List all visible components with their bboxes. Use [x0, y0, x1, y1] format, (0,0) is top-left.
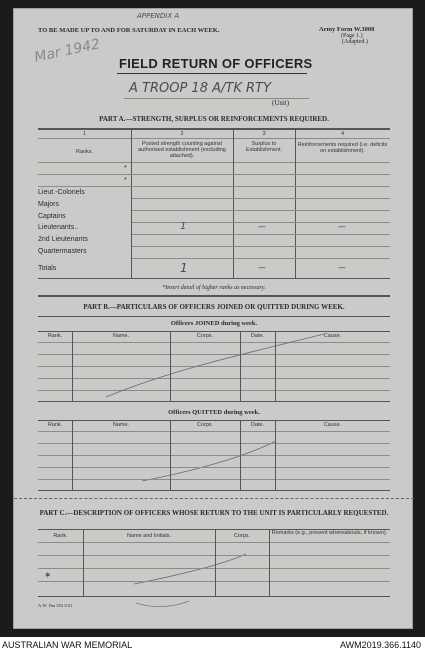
- col-number-1: 1: [82, 131, 87, 137]
- part-c-header-line: [38, 542, 390, 543]
- quitted-row-line: [38, 479, 390, 480]
- part-c-row-line: [38, 568, 390, 569]
- col-header-posted: Posted strength counting against authorised establishment (excluding attached).: [138, 141, 226, 159]
- pencil-mark: [136, 601, 189, 607]
- col-header-ranks: Ranks.: [75, 149, 94, 155]
- quitted-header-line: [38, 431, 390, 432]
- rank-totals: Totals: [38, 265, 57, 272]
- part-c-col-name: Name and Initials.: [126, 533, 172, 539]
- footer-accession-number: AWM2019.366.1140: [339, 640, 421, 650]
- col-header-reinforcements: Reinforcements required (i.e. deficits on establishment).: [297, 142, 388, 154]
- unit-handwritten: A TROOP 18 A/TK RTY: [129, 81, 271, 96]
- part-c-row-line: [38, 555, 390, 556]
- quitted-row-line: [38, 443, 390, 444]
- col-number-4: 4: [340, 131, 345, 137]
- lieutenants-posted-value: 1: [180, 221, 187, 232]
- part-a-heading: PART A.—STRENGTH, SURPLUS OR REINFORCEMENTS REQUIRED.: [99, 115, 329, 123]
- form-instruction: TO BE MADE UP TO AND FOR SATURDAY IN EACH WEEK.: [38, 27, 220, 34]
- joined-col-rank: Rank.: [47, 333, 63, 339]
- joined-col-name: Name.: [112, 333, 130, 339]
- form-page: (Page 1.): [341, 33, 363, 39]
- form-adapted: (Adapted.): [342, 39, 368, 45]
- lieutenants-surplus-value: —: [258, 222, 266, 231]
- col-number-2: 2: [180, 131, 184, 137]
- totals-posted-value: 1: [180, 261, 188, 275]
- quitted-col-cause: Cause.: [323, 422, 342, 428]
- part-c-col-sep: [83, 529, 84, 596]
- appendix-note: APPENDIX A: [137, 12, 180, 20]
- joined-col-date: Date.: [250, 333, 265, 339]
- quitted-bottom-line: [38, 490, 390, 491]
- part-b-heading: PART B.—PARTICULARS OF OFFICERS JOINED OR QUITTED DURING WEEK.: [83, 303, 345, 311]
- part-c-col-corps: Corps.: [233, 533, 251, 539]
- form-number: Army Form W.3008: [319, 26, 375, 33]
- quitted-col-name: Name.: [112, 422, 130, 428]
- quitted-col-date: Date.: [250, 422, 265, 428]
- quitted-col-sep: [170, 420, 171, 490]
- quitted-col-rank: Rank.: [47, 422, 63, 428]
- quitted-heading: Officers QUITTED during week.: [168, 409, 260, 416]
- quitted-header-top: [38, 420, 390, 421]
- quitted-col-sep: [275, 420, 276, 490]
- part-c-bottom-line: [38, 596, 390, 597]
- part-c-heading: PART C.—DESCRIPTION OF OFFICERS WHOSE RETURN TO THE UNIT IS PARTICULARLY REQUESTED.: [39, 509, 389, 517]
- joined-col-corps: Corps.: [196, 333, 214, 339]
- footer-institution: AUSTRALIAN WAR MEMORIAL: [2, 640, 133, 650]
- rank-lieutenants: Lieutenants..: [38, 224, 79, 231]
- pin-hole-mark: ✶: [44, 570, 52, 580]
- form-sheet: [13, 8, 413, 629]
- quitted-strike-line: [142, 441, 276, 481]
- totals-surplus-value: —: [258, 263, 266, 272]
- part-c-row-line: [38, 581, 390, 582]
- quitted-col-sep: [240, 420, 241, 490]
- rank-captains: Captains: [38, 213, 66, 220]
- rank-majors: Majors: [38, 201, 60, 208]
- quitted-row-line: [38, 467, 390, 468]
- quitted-row-line: [38, 455, 390, 456]
- fold-line: [14, 498, 414, 499]
- part-c-col-sep: [215, 529, 216, 596]
- joined-strike-line: [106, 334, 324, 397]
- rank-asterisk-1: *: [124, 165, 127, 172]
- unit-label: (Unit): [272, 99, 290, 107]
- form-title: FIELD RETURN OF OFFICERS: [119, 56, 313, 71]
- printer-code: A.W. Dm 553 5/41: [38, 603, 73, 608]
- part-c-col-sep: [269, 529, 270, 596]
- rank-2nd-lieutenants: 2nd Lieutenants: [38, 236, 88, 243]
- lieutenants-reinf-value: —: [338, 222, 346, 231]
- totals-reinf-value: —: [338, 263, 346, 272]
- part-c-col-remarks: Remarks (e.g., present whereabouts, if known).: [271, 530, 388, 536]
- quitted-col-sep: [72, 420, 73, 490]
- rank-asterisk-2: *: [124, 177, 127, 184]
- pencil-scribble: Mar 1942: [33, 36, 102, 66]
- joined-col-cause: Cause.: [323, 333, 342, 339]
- joined-heading: Officers JOINED during week.: [170, 320, 258, 327]
- quitted-col-corps: Corps.: [196, 422, 214, 428]
- rank-quartermasters: Quartermasters: [38, 248, 87, 255]
- rank-lieut-colonels: Lieut.-Colonels: [38, 189, 85, 196]
- part-c-col-rank: Rank.: [53, 533, 68, 539]
- col-number-3: 3: [262, 131, 266, 137]
- part-a-footnote: *Insert detail of higher ranks as necessary.: [162, 285, 266, 291]
- part-c-strike-line: [134, 554, 246, 584]
- col-header-surplus: Surplus to Establishment.: [245, 141, 283, 153]
